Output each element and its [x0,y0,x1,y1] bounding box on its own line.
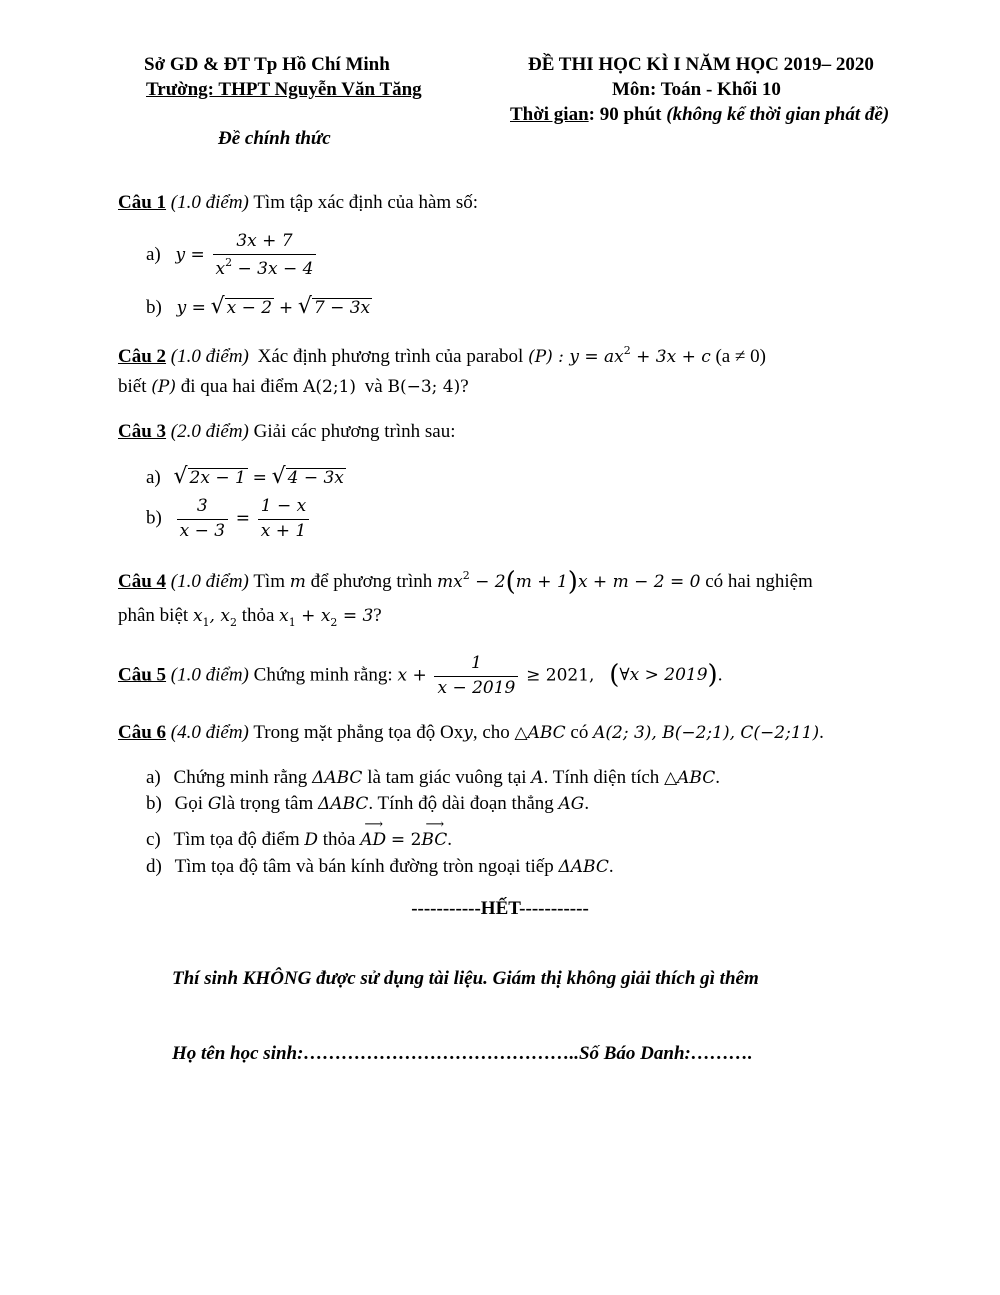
question-4-heading: Câu 4 (1.0 điểm) Tìm m để phương trình $mx^2 - 2(m + 1)x + m - 2 = 0$ có hai nghiệm [118,567,813,597]
time-line [510,104,889,126]
vector-bc: ⟶ BC [421,831,447,851]
question-text: Giải các phương trình sau: [253,421,456,442]
time-note: (không kể thời gian phát đề) [666,104,890,125]
item-label: d) [146,856,162,877]
parabola-condition: (a ≠ 0) [715,346,766,367]
sqrt-symbol: √ [210,294,225,319]
quadratic-equation: $mx^2 - 2(m + 1)x + m - 2 = 0$ [437,567,701,597]
question-label: Câu 6 [118,722,167,743]
math-fraction: $\frac{1 - x}{x + 1}$ [258,497,309,541]
question-label: Câu 3 [118,421,167,442]
item-label: a) [146,467,161,488]
item-label: b) [146,297,162,318]
subject-line: Môn: Toán - Khối 10 [612,79,781,100]
question-label: Câu 2 [118,346,167,367]
exam-title: ĐỀ THI HỌC KÌ I NĂM HỌC 2019– 2020 [528,54,874,75]
parabola-equation: (P) : $y = ax^2 + 3x + c$ [528,344,711,367]
item-label: b) [146,507,162,529]
question-5-heading: Câu 5 (1.0 điểm) Chứng minh rằng: x + $\frac{1}{x - 2019}$ ≥ 2021, (∀x > 2019). [118,653,723,698]
question-label: Câu 1 [118,192,167,213]
question-6b: b) Gọi Glà trọng tâm ΔABC. Tính độ dài đoạn thẳng AG. [146,793,590,814]
math-lhs: y = [176,298,206,318]
time-value: : 90 phút [588,104,662,125]
question-3a: a) √ 2x − 1 = √ 4 − 3x [146,464,344,489]
item-label: c) [146,829,161,850]
math-lhs: y = [175,244,205,265]
question-text: Tìm tập xác định của hàm số: [253,192,479,213]
point-a: A(2;1) [303,377,357,397]
question-6c: c) Tìm tọa độ điểm D thỏa ⟶ AD = 2⟶ BC. [146,829,452,851]
item-label: a) [146,243,161,265]
time-label: Thời gian [510,104,589,125]
fraction-numerator: 3x + 7 [236,231,293,251]
radicand: 7 − 3x [313,298,371,318]
math-fraction: $\frac{1}{x - 2019}$ [434,654,518,698]
question-label: Câu 4 [118,571,167,592]
question-points: (1.0 điểm) [170,346,249,367]
department-name: Sở GD & ĐT Tp Hồ Chí Minh [144,54,390,75]
question-1a [146,232,319,279]
sqrt-symbol: √ [271,464,286,489]
radicand: 4 − 3x [287,468,344,488]
school-name: Trường: THPT Nguyễn Văn Tăng [146,79,422,100]
question-2-heading [118,345,766,368]
question-6d: d) Tìm tọa độ tâm và bán kính đường tròn ngoại tiếp ΔABC. [146,856,614,877]
roots: $x_1$, $x_2$ [192,606,237,629]
question-6a: a) Chứng minh rằng ΔABC là tam giác vuông tại A. Tính diện tích △ABC. [146,767,720,788]
question-1b: b) y = √ x − 2 + √ 7 − 3x [146,294,371,319]
question-points: (1.0 điểm) [170,571,249,592]
official-label: Đề chính thức [218,128,331,149]
end-mark: -----------HẾT----------- [411,898,589,919]
vector-ad: ⟶ AD [360,831,386,851]
question-4-line-2: phân biệt $x_1$, $x_2$ thỏa $x_1 + x_2 = 3$? [118,605,382,629]
question-points: (1.0 điểm) [170,664,249,686]
coordinate-system: Oxy [439,722,473,743]
question-2-line-2: biết (P) đi qua hai điểm A(2;1) và B(−3; 4)? [118,376,469,397]
question-1-heading [118,192,478,214]
question-3b: b) $\frac{3}{x - 3}$ = $\frac{1 - x}{x + 1}$ [146,497,312,541]
fraction-denominator: $x^2 - 3x - 4$ [213,254,317,280]
sqrt-symbol: √ [173,464,188,489]
roots-condition: $x_1 + x_2 = 3$ [279,606,374,629]
question-points: (4.0 điểm) [170,722,249,743]
item-label: a) [146,767,161,788]
question-points: (2.0 điểm) [170,421,249,442]
math-fraction: $\frac{3}{x - 3}$ [177,497,228,541]
math-fraction [213,232,317,279]
radicand: 2x − 1 [189,468,246,488]
item-label: b) [146,793,162,814]
question-points: (1.0 điểm) [170,192,249,213]
question-label: Câu 5 [118,664,167,686]
question-3-heading [118,421,456,443]
exam-notice: Thí sinh KHÔNG được sử dụng tài liệu. Giám thị không giải thích gì thêm [172,968,759,989]
triangle-vertices: A(2; 3), B(−2;1), C(−2;11) [593,723,820,743]
radicand: x − 2 [226,298,273,318]
question-text: Xác định phương trình của parabol [257,346,524,367]
sqrt-symbol: √ [297,294,312,319]
question-6-heading: Câu 6 (4.0 điểm) Trong mặt phẳng tọa độ Oxy, cho △ABC có A(2; 3), B(−2;1), C(−2;11). [118,722,824,743]
point-b: B(−3; 4) [387,377,461,397]
student-info-line: Họ tên học sinh:……………………………………..Số Báo Danh:………. [172,1043,753,1064]
